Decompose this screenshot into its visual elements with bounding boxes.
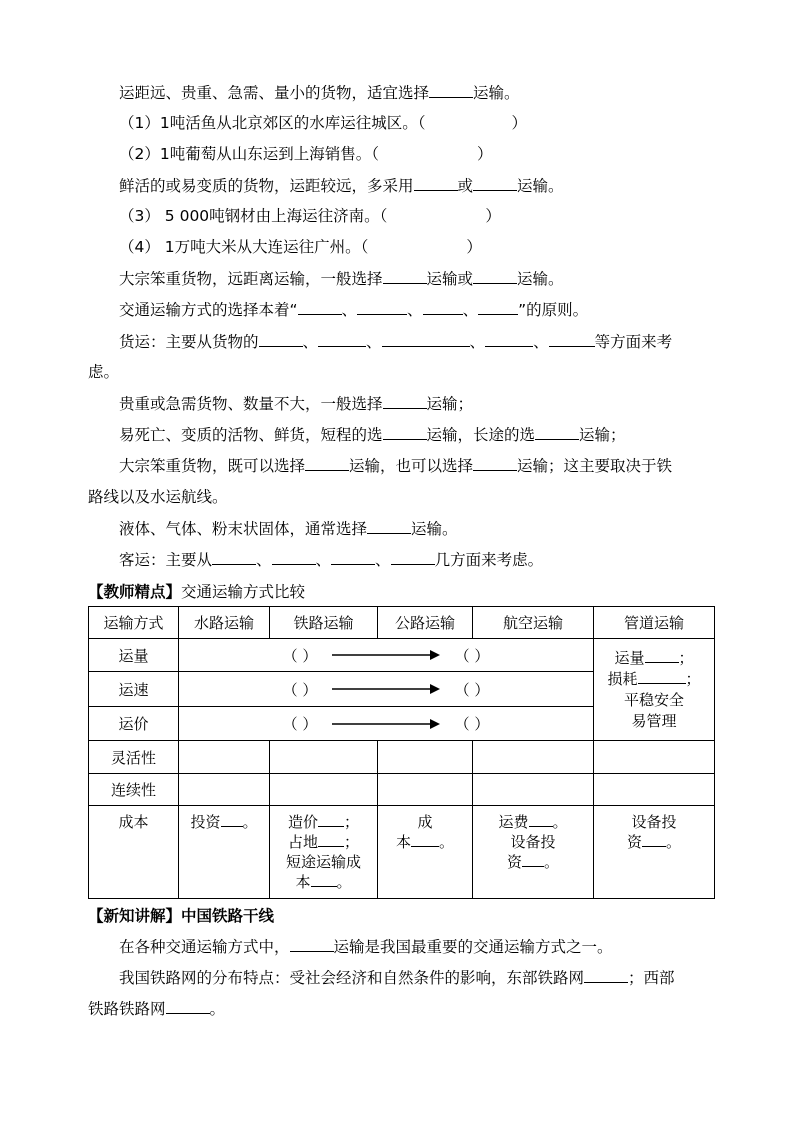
cost-cell-rail: 造价 ； 占地 ； 短途运输成 本 。 — [270, 806, 378, 899]
answer-blank[interactable] — [522, 852, 544, 867]
table-row — [89, 806, 715, 899]
empty-cell[interactable] — [473, 774, 594, 806]
answer-blank[interactable] — [414, 175, 458, 191]
arrow-cell — [179, 672, 594, 707]
answer-blank[interactable] — [473, 455, 517, 471]
header-cell: 水路运输 — [179, 607, 270, 639]
answer-blank[interactable] — [383, 268, 427, 284]
table-header-row — [89, 607, 715, 639]
header-cell: 铁路运输 — [270, 607, 378, 639]
answer-blank[interactable] — [318, 832, 344, 847]
answer-blank[interactable] — [423, 299, 463, 315]
answer-paren[interactable]: （ ） — [454, 715, 490, 733]
answer-blank[interactable] — [221, 812, 243, 827]
text-line: 货运：主要从货物的 、 、 、 、 等方面来考 — [119, 333, 673, 351]
text-line: 鲜活的或易变质的货物，运距较远，多采用 或 运输。 — [119, 177, 564, 195]
answer-blank[interactable] — [383, 393, 427, 409]
header-cell: 运输方式 — [89, 607, 179, 639]
arrow-cell — [179, 639, 594, 672]
arrow-cell — [179, 707, 594, 741]
answer-blank[interactable] — [166, 998, 210, 1014]
answer-blank[interactable] — [298, 299, 342, 315]
answer-blank[interactable] — [357, 299, 407, 315]
answer-paren[interactable]: （ ） — [454, 680, 490, 699]
text-line: 运距远、贵重、急需、量小的货物，适宜选择 运输。 — [119, 84, 520, 102]
answer-blank[interactable] — [645, 648, 679, 663]
empty-cell[interactable] — [378, 774, 473, 806]
table-row — [89, 741, 715, 774]
text-line: 我国铁路网的分布特点：受社会经济和自然条件的影响，东部铁路网 ；西部 — [119, 969, 675, 987]
empty-cell[interactable] — [179, 741, 270, 774]
answer-blank[interactable] — [318, 812, 344, 827]
answer-paren[interactable]: （ ） — [454, 646, 490, 665]
text-line: 贵重或急需货物、数量不大，一般选择 运输； — [119, 395, 474, 413]
answer-blank[interactable] — [259, 331, 303, 347]
answer-blank[interactable] — [638, 669, 686, 684]
comparison-table — [88, 606, 715, 899]
text-line: 交通运输方式的选择本着“ 、 、 、 ”的原则。 — [119, 301, 589, 319]
empty-cell[interactable] — [594, 774, 715, 806]
right-arrow-icon — [330, 649, 442, 661]
text-line: 大宗笨重货物，远距离运输，一般选择 运输或 运输。 — [119, 270, 564, 288]
answer-blank[interactable] — [529, 812, 553, 827]
answer-blank[interactable] — [535, 424, 579, 440]
row-label: 运速 — [89, 672, 179, 707]
answer-blank[interactable] — [429, 82, 473, 98]
empty-cell[interactable] — [270, 741, 378, 774]
answer-blank[interactable] — [311, 872, 337, 887]
answer-blank[interactable] — [331, 549, 375, 565]
table-row — [89, 639, 715, 672]
empty-cell[interactable] — [270, 774, 378, 806]
question-line: （3） 5 000吨钢材由上海运往济南。（ ） — [119, 207, 501, 225]
answer-blank[interactable] — [383, 424, 427, 440]
question-line: （4） 1万吨大米从大连运往广州。（ ） — [119, 238, 482, 256]
text-line: 大宗笨重货物，既可以选择 运输，也可以选择 运输；这主要取决于铁 — [119, 457, 673, 475]
text-line: 虑。 — [88, 363, 120, 381]
answer-blank[interactable] — [485, 331, 533, 347]
cost-cell-pipeline: 设备投 资 。 — [594, 806, 715, 899]
row-label: 灵活性 — [89, 741, 179, 774]
answer-blank[interactable] — [290, 936, 334, 952]
answer-blank[interactable] — [305, 455, 349, 471]
answer-blank[interactable] — [212, 549, 256, 565]
empty-cell[interactable] — [473, 741, 594, 774]
text-line: 液体、气体、粉末状固体，通常选择 运输。 — [119, 520, 458, 538]
answer-blank[interactable] — [478, 299, 518, 315]
text-line: 客运：主要从 、 、 、 几方面来考虑。 — [119, 551, 544, 569]
section-heading: 【教师精点】交通运输方式比较 — [88, 583, 306, 601]
empty-cell[interactable] — [378, 741, 473, 774]
row-label: 成本 — [89, 806, 179, 899]
text-line: 在各种交通运输方式中， 运输是我国最重要的交通运输方式之一。 — [119, 938, 613, 956]
pipeline-cell: 运量 ； 损耗 ； 平稳安全 易管理 — [594, 639, 715, 741]
row-label: 运量 — [89, 639, 179, 672]
header-cell: 航空运输 — [473, 607, 594, 639]
text-line: 路线以及水运航线。 — [88, 488, 228, 506]
answer-blank[interactable] — [473, 268, 517, 284]
answer-blank[interactable] — [318, 331, 366, 347]
question-line: （1）1吨活鱼从北京郊区的水库运往城区。（ ） — [119, 114, 527, 132]
header-cell: 管道运输 — [594, 607, 715, 639]
answer-blank[interactable] — [391, 549, 435, 565]
question-line: （2）1吨葡萄从山东运到上海销售。（ ） — [119, 145, 493, 163]
cost-cell-air: 运费 。 设备投 资 。 — [473, 806, 594, 899]
row-label: 连续性 — [89, 774, 179, 806]
right-arrow-icon — [330, 718, 442, 730]
row-label: 运价 — [89, 707, 179, 741]
answer-blank[interactable] — [382, 331, 470, 347]
answer-blank[interactable] — [549, 331, 595, 347]
right-arrow-icon — [330, 683, 442, 695]
text-line: 易死亡、变质的活物、鲜货，短程的选 运输，长途的选 运输； — [119, 426, 626, 444]
answer-paren[interactable]: （ ） — [282, 680, 318, 699]
answer-blank[interactable] — [272, 549, 316, 565]
section-heading: 【新知讲解】中国铁路干线 — [88, 907, 275, 925]
cost-cell-water: 投资 。 — [179, 806, 270, 899]
answer-blank[interactable] — [411, 832, 439, 847]
empty-cell[interactable] — [179, 774, 270, 806]
answer-blank[interactable] — [367, 518, 411, 534]
answer-blank[interactable] — [584, 967, 628, 983]
empty-cell[interactable] — [594, 741, 715, 774]
answer-paren[interactable]: （ ） — [282, 646, 318, 665]
table-row — [89, 774, 715, 806]
header-cell: 公路运输 — [378, 607, 473, 639]
cost-cell-road: 成 本 。 — [378, 806, 473, 899]
answer-paren[interactable]: （ ） — [282, 715, 318, 733]
text-line: 铁路铁路网 。 — [88, 1000, 226, 1018]
answer-blank[interactable] — [473, 175, 517, 191]
answer-blank[interactable] — [642, 832, 666, 847]
